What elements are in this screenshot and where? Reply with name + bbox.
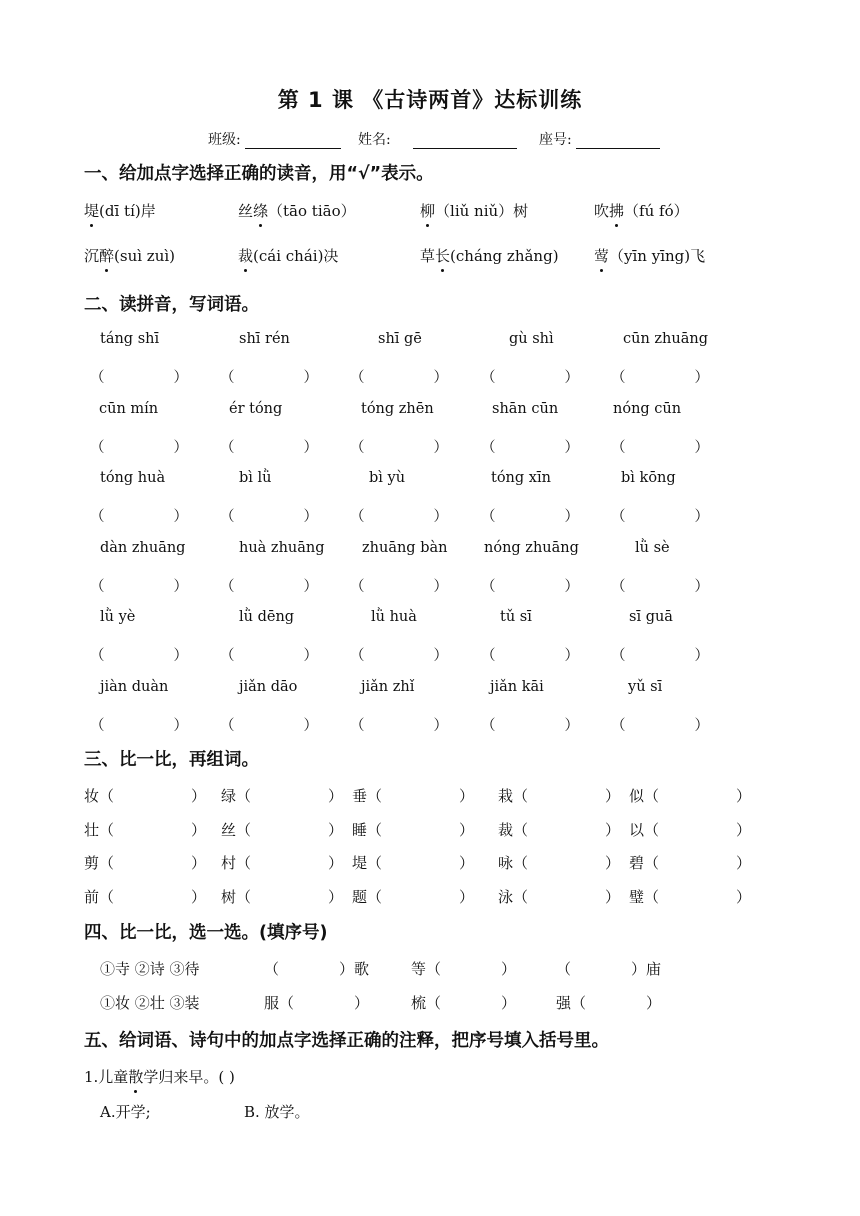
- pinyin-1-2: shī rén: [239, 331, 290, 347]
- answer-box-5-1[interactable]: （ ）: [90, 648, 188, 665]
- q1-row1-item-4[interactable]: 吹拂（fú fó）: [594, 202, 689, 220]
- compare-item-3-3[interactable]: 堤（ ）: [352, 854, 474, 873]
- q1-row2-item-1[interactable]: 沉醉(suì zuì): [84, 247, 176, 265]
- answer-box-5-2[interactable]: （ ）: [220, 648, 318, 665]
- pinyin-5-5: sī guā: [629, 609, 673, 626]
- answer-box-2-3[interactable]: （ ）: [350, 439, 448, 456]
- q3-heading: 三、比一比，再组词。: [84, 750, 259, 770]
- page-title: 第 1 课 《古诗两首》达标训练: [277, 88, 583, 112]
- answer-box-3-1[interactable]: （ ）: [90, 509, 188, 526]
- q4-row1-options: ①寺 ②诗 ③待: [100, 960, 200, 978]
- class-label: 班级:: [208, 132, 241, 148]
- answer-box-6-1[interactable]: （ ）: [90, 718, 188, 734]
- compare-item-1-5[interactable]: 似（ ）: [629, 787, 751, 805]
- pinyin-2-4: shān cūn: [492, 400, 559, 417]
- pinyin-1-4: gù shì: [509, 331, 554, 347]
- compare-item-1-4[interactable]: 栽（ ）: [498, 787, 620, 805]
- q4-row2-blank-2[interactable]: 梳（ ）: [411, 994, 517, 1012]
- pinyin-4-2: huà zhuāng: [239, 539, 325, 556]
- pinyin-5-2: lǜ dēng: [239, 609, 295, 626]
- answer-box-5-3[interactable]: （ ）: [350, 648, 448, 665]
- compare-item-4-3[interactable]: 题（ ）: [352, 888, 474, 907]
- pinyin-5-3: lǜ huà: [371, 609, 417, 626]
- answer-box-6-5[interactable]: （ ）: [611, 718, 709, 734]
- compare-item-4-4[interactable]: 泳（ ）: [498, 888, 620, 907]
- answer-box-3-2[interactable]: （ ）: [220, 509, 318, 526]
- answer-box-2-2[interactable]: （ ）: [220, 439, 318, 456]
- pinyin-2-1: cūn mín: [99, 400, 159, 417]
- q4-heading: 四、比一比，选一选。(填序号): [84, 923, 328, 943]
- q4-row1-blank-3[interactable]: （ ）庙: [556, 960, 662, 978]
- q1-row2-item-2[interactable]: 裁(cái chái)决: [238, 247, 339, 265]
- q5-option-a[interactable]: A.开学;: [100, 1103, 151, 1121]
- q4-row2-blank-3[interactable]: 强（ ）: [556, 994, 662, 1012]
- seat-field[interactable]: [539, 129, 660, 149]
- pinyin-3-2: bì lǜ: [239, 470, 272, 487]
- pinyin-5-1: lǜ yè: [100, 609, 136, 626]
- answer-box-4-2[interactable]: （ ）: [220, 578, 318, 595]
- answer-box-6-3[interactable]: （ ）: [350, 718, 448, 734]
- pinyin-6-4: jiǎn kāi: [490, 679, 544, 695]
- pinyin-1-5: cūn zhuāng: [623, 331, 708, 347]
- answer-box-2-5[interactable]: （ ）: [611, 439, 709, 456]
- compare-item-1-3[interactable]: 垂（ ）: [352, 787, 474, 805]
- answer-box-4-3[interactable]: （ ）: [350, 578, 448, 595]
- compare-item-1-1[interactable]: 妆（ ）: [84, 787, 206, 805]
- answer-box-1-3[interactable]: （ ）: [350, 370, 448, 386]
- q1-row2-item-3[interactable]: 草长(cháng zhǎng): [420, 247, 559, 265]
- q2-heading: 二、读拼音，写词语。: [84, 295, 259, 315]
- q5-heading: 五、给词语、诗句中的加点字选择正确的注释，把序号填入括号里。: [84, 1031, 609, 1051]
- pinyin-3-1: tóng huà: [100, 470, 166, 487]
- compare-item-2-1[interactable]: 壮（ ）: [84, 820, 206, 839]
- pinyin-1-3: shī gē: [378, 331, 422, 347]
- answer-box-5-4[interactable]: （ ）: [481, 648, 579, 665]
- compare-item-2-5[interactable]: 以（ ）: [629, 820, 751, 839]
- pinyin-3-5: bì kōng: [621, 470, 676, 487]
- pinyin-2-5: nóng cūn: [613, 400, 682, 417]
- pinyin-4-1: dàn zhuāng: [100, 539, 186, 556]
- answer-box-6-2[interactable]: （ ）: [220, 718, 318, 734]
- answer-box-1-5[interactable]: （ ）: [611, 370, 709, 386]
- q5-item-1[interactable]: 1.儿童散学归来早。( ): [84, 1068, 235, 1086]
- q4-row2-options: ①妆 ②壮 ③装: [100, 994, 200, 1012]
- answer-box-1-4[interactable]: （ ）: [481, 370, 579, 386]
- compare-item-2-3[interactable]: 睡（ ）: [352, 820, 474, 839]
- compare-item-2-4[interactable]: 裁（ ）: [498, 820, 620, 839]
- compare-item-4-5[interactable]: 璧（ ）: [629, 888, 751, 907]
- q1-row2-item-4[interactable]: 莺（yīn yīng)飞: [594, 247, 706, 265]
- q1-heading: 一、给加点字选择正确的读音，用“√”表示。: [84, 164, 434, 184]
- answer-box-3-4[interactable]: （ ）: [481, 509, 579, 526]
- pinyin-5-4: tǔ sī: [500, 609, 532, 626]
- compare-item-4-2[interactable]: 树（ ）: [221, 888, 343, 907]
- pinyin-2-3: tóng zhēn: [361, 400, 434, 417]
- pinyin-2-2: ér tóng: [229, 400, 283, 417]
- q4-row2-blank-1[interactable]: 服（ ）: [264, 994, 370, 1012]
- class-field[interactable]: [208, 129, 341, 149]
- compare-item-3-5[interactable]: 碧（ ）: [629, 854, 751, 873]
- answer-box-4-4[interactable]: （ ）: [481, 578, 579, 595]
- seat-label: 座号:: [539, 132, 572, 148]
- pinyin-1-1: táng shī: [100, 331, 160, 347]
- compare-item-1-2[interactable]: 绿（ ）: [221, 787, 343, 805]
- name-field[interactable]: [358, 129, 517, 149]
- answer-box-6-4[interactable]: （ ）: [481, 718, 579, 734]
- pinyin-6-3: jiǎn zhǐ: [361, 679, 415, 695]
- answer-box-5-5[interactable]: （ ）: [611, 648, 709, 665]
- answer-box-2-1[interactable]: （ ）: [90, 439, 188, 456]
- answer-box-3-3[interactable]: （ ）: [350, 509, 448, 526]
- pinyin-6-5: yǔ sī: [628, 679, 663, 695]
- pinyin-4-3: zhuāng bàn: [362, 539, 448, 556]
- pinyin-6-2: jiǎn dāo: [239, 679, 298, 695]
- answer-box-3-5[interactable]: （ ）: [611, 509, 709, 526]
- compare-item-3-2[interactable]: 村（ ）: [221, 854, 343, 873]
- pinyin-3-3: bì yù: [369, 470, 406, 487]
- compare-item-4-1[interactable]: 前（ ）: [84, 888, 206, 907]
- q5-option-b[interactable]: B. 放学。: [244, 1103, 310, 1121]
- q1-row1-item-1[interactable]: 堤(dī tí)岸: [84, 202, 156, 220]
- q4-row1-blank-1[interactable]: （ ）歌: [264, 960, 370, 978]
- answer-box-1-1[interactable]: （ ）: [90, 370, 188, 386]
- compare-item-2-2[interactable]: 丝（ ）: [221, 820, 343, 839]
- pinyin-4-4: nóng zhuāng: [484, 539, 579, 556]
- q1-row1-item-3[interactable]: 柳（liǔ niǔ）树: [420, 202, 529, 220]
- compare-item-3-1[interactable]: 剪（ ）: [84, 854, 206, 873]
- answer-box-1-2[interactable]: （ ）: [220, 370, 318, 386]
- pinyin-3-4: tóng xīn: [491, 470, 551, 487]
- compare-item-3-4[interactable]: 咏（ ）: [498, 854, 620, 873]
- q4-row1-blank-2[interactable]: 等（ ）: [411, 960, 517, 978]
- pinyin-4-5: lǜ sè: [635, 539, 670, 556]
- q1-row1-item-2[interactable]: 丝绦（tāo tiāo）: [238, 202, 356, 220]
- pinyin-6-1: jiàn duàn: [100, 679, 169, 695]
- name-label: 姓名:: [358, 132, 391, 148]
- answer-box-4-1[interactable]: （ ）: [90, 578, 188, 595]
- answer-box-2-4[interactable]: （ ）: [481, 439, 579, 456]
- answer-box-4-5[interactable]: （ ）: [611, 578, 709, 595]
